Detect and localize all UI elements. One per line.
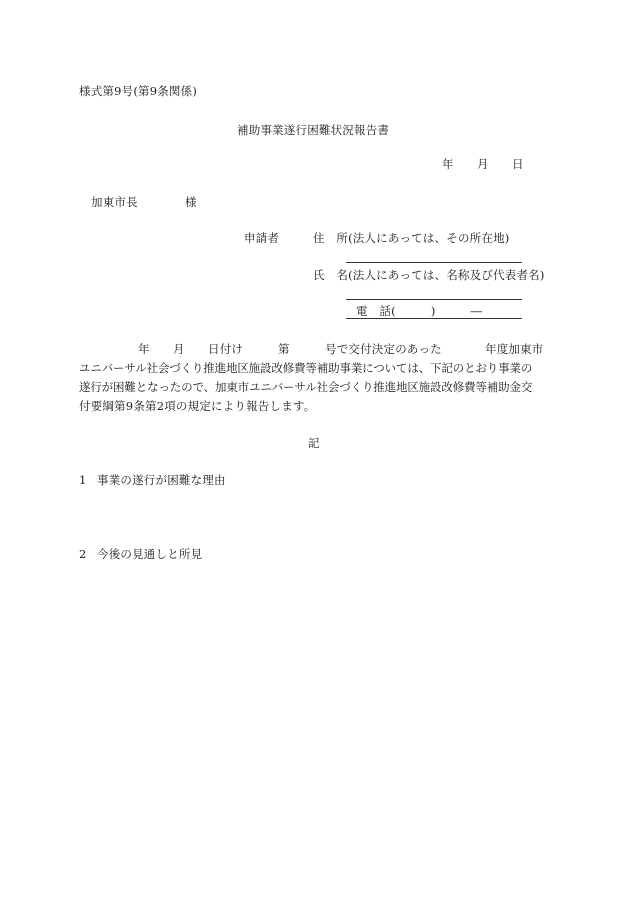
body-line-2: ユニバーサル社会づくり推進地区施設改修費等補助事業については、下記のとおり事業の: [79, 361, 533, 375]
name-label: 氏 名(法人にあっては、名称及び代表者名): [313, 268, 545, 282]
phone-underline: [346, 318, 522, 319]
body-dated: 日付け: [208, 342, 244, 356]
addressee-name: 加東市長: [91, 195, 138, 209]
document-title: 補助事業遂行困難状況報告書: [237, 123, 390, 137]
date-year: 年: [442, 157, 454, 171]
body-year: 年: [138, 342, 150, 356]
body-line-4: 付要綱第9条第2項の規定により報告します。: [79, 399, 316, 413]
item-2-text: 今後の見通しと所見: [97, 547, 203, 561]
applicant-label: 申請者: [244, 231, 280, 245]
ki-heading: 記: [308, 436, 320, 450]
form-number: 様式第9号(第9条関係): [79, 84, 198, 98]
item-1-number: 1: [79, 473, 87, 487]
body-fiscal: 年度加東市: [485, 342, 544, 356]
item-2-number: 2: [79, 547, 87, 561]
body-month: 月: [173, 342, 185, 356]
phone-label: 電 話( ) ―: [356, 304, 483, 318]
address-label: 住 所(法人にあっては、その所在地): [313, 231, 510, 245]
body-number-prefix: 第: [278, 342, 290, 356]
body-number-suffix: 号で交付決定のあった: [325, 342, 442, 356]
body-line-3: 遂行が困難となったので、加東市ユニバーサル社会づくり推進地区施設改修費等補助金交: [79, 380, 533, 394]
address-underline: [346, 262, 522, 263]
name-underline: [346, 299, 522, 300]
addressee-honorific: 様: [185, 195, 197, 209]
item-1-text: 事業の遂行が困難な理由: [97, 473, 226, 487]
date-day: 日: [512, 157, 524, 171]
date-month: 月: [477, 157, 489, 171]
